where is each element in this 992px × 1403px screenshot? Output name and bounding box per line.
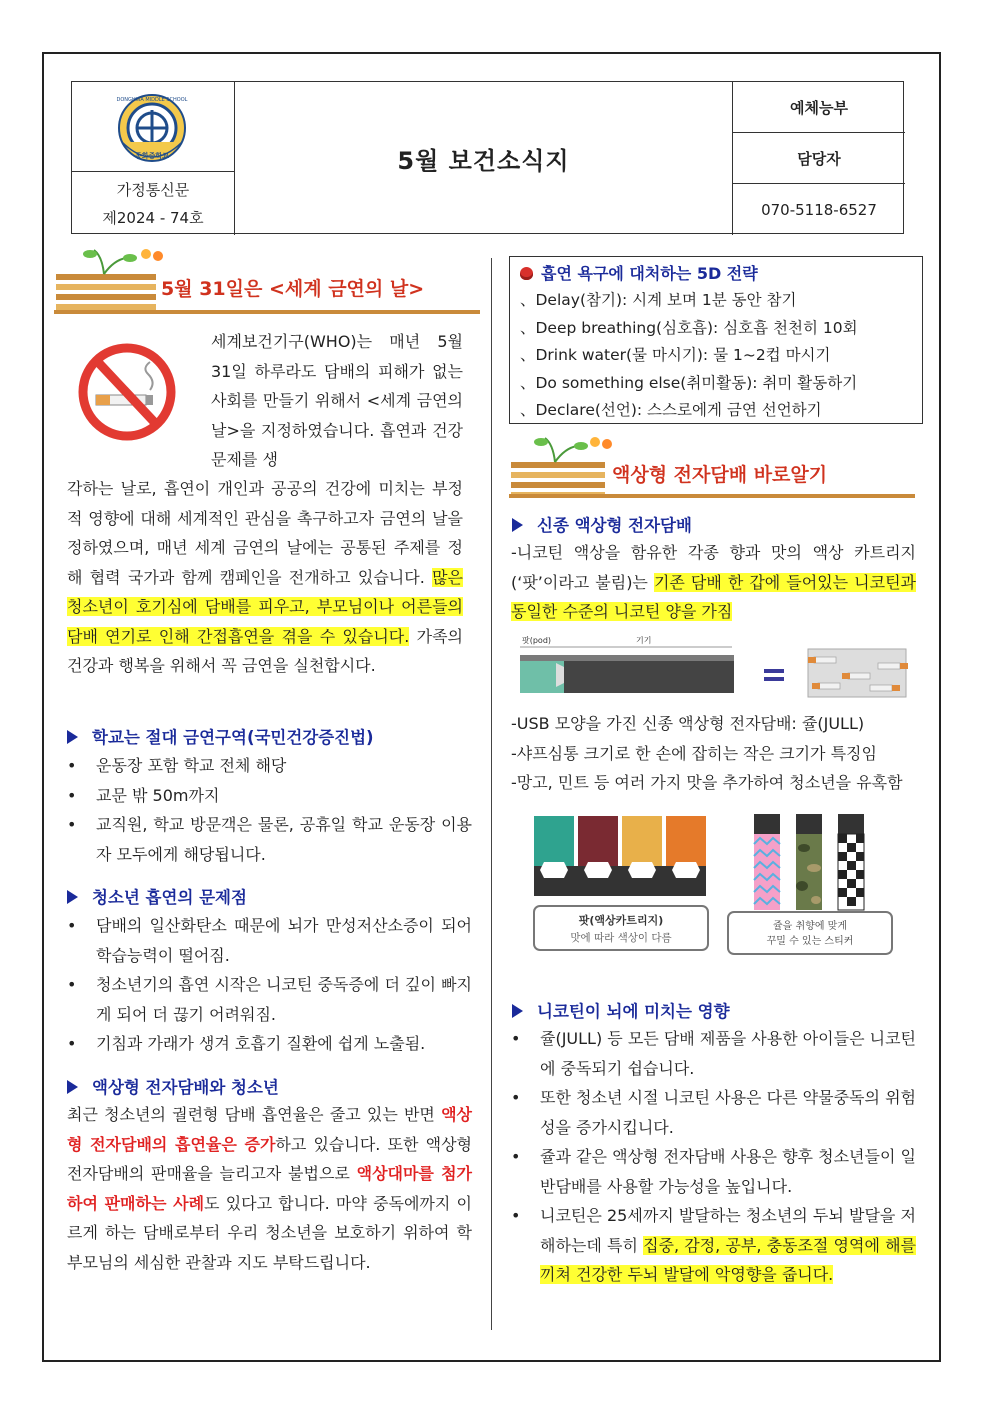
pods-caption-title: 팟(액상카트리지) [578, 914, 664, 927]
list-item: • 쥴과 같은 액상형 전자담배 사용은 향후 청소년들이 일반담배를 사용할 가능성을 높입니다. [511, 1142, 916, 1201]
5d-box-title: 흡연 욕구에 대처하는 5D 전략 [520, 261, 922, 287]
sticker-caption-line2: 꾸밀 수 있는 스티커 [766, 936, 854, 947]
ecig-sticker-illustration [726, 812, 896, 958]
intro-highlight: 많은 청소년이 호기심에 담배를 피우고, 부모님이나 어른들의 담배 연기로 인해 간접흡연을 겪을 수 있습니다. [67, 567, 463, 646]
svg-text:동화중학교: 동화중학교 [135, 152, 169, 160]
triangle-bullet-icon [67, 730, 78, 744]
banner-title-right: 액상형 전자담배 바로알기 [612, 464, 828, 486]
list-teen-smoking [67, 911, 472, 1059]
triangle-bullet-icon [67, 890, 78, 904]
department: 예체능부 [733, 82, 905, 133]
section-teen-smoking: 청소년 흡연의 문제점 [67, 884, 247, 908]
feature-line: -망고, 민트 등 여러 가지 맛을 추가하여 청소년을 유혹함 [511, 773, 903, 792]
svg-text:DONGHWA MIDDLE SCHOOL: DONGHWA MIDDLE SCHOOL [116, 97, 188, 103]
section-nicotine-brain: 니코틴이 뇌에 미치는 영향 [512, 998, 730, 1022]
5d-item: 、Delay(참기): 시계 보며 1분 동안 참기 [520, 291, 797, 309]
issue-number: 제2024 - 74호 [102, 209, 204, 227]
list-item: • 또한 청소년 시절 니코틴 사용은 다른 약물중독의 위험성을 증가시킵니다. [511, 1083, 916, 1142]
pods-caption-sub: 맛에 따라 색상이 다름 [570, 932, 672, 944]
intro-text-b: 가족의 건강과 행복을 위해서 꼭 금연을 실천합시다. [67, 626, 463, 675]
list-item: • 운동장 포함 학교 전체 해당 [67, 751, 472, 781]
sticker-caption-line1: 쥴을 취향에 맞게 [773, 921, 847, 932]
list-item: • 담배의 일산화탄소 때문에 뇌가 만성저산소증이 되어 학습능력이 떨어짐. [67, 911, 472, 970]
no-smoking-icon [78, 340, 176, 444]
feature-line: -USB 모양을 가진 신종 액상형 전자담배: 쥴(JULL) [511, 714, 865, 733]
list-nicotine-brain [511, 1024, 916, 1290]
school-logo [112, 92, 192, 168]
5d-item: 、Do something else(취미활동): 취미 활동하기 [520, 373, 858, 392]
page-title: 5월 보건소식지 [235, 82, 733, 235]
section-school-nosmoking: 학교는 절대 금연구역(국민건강증진법) [67, 724, 374, 748]
triangle-bullet-icon [67, 1080, 78, 1094]
list-item: • 쥴(JULL) 등 모든 담배 제품을 사용한 아이들은 니코틴에 중독되기 쉽습니다. [511, 1024, 916, 1083]
ecig-features [511, 709, 921, 798]
newsletter-header [71, 81, 904, 234]
pod-label: 팟(pod) [522, 636, 552, 645]
intro-paragraph-wrap: 세계보건기구(WHO)는 매년 5월 31일 하루라도 담배의 피해가 없는 사회를 만들기 위해서 <세계 금연의 날>을 지정하였습니다. 흡연과 건강 문제를 생 [211, 332, 463, 469]
5d-item: 、Declare(선언): 스스로에게 금연 선언하기 [520, 401, 822, 419]
list-item: • 교직원, 학교 방문객은 물론, 공휴일 학교 운동장 이용자 모두에게 해당됩니다. [67, 810, 472, 869]
pod-cartridges-illustration [532, 812, 712, 954]
list-school-nosmoking [67, 751, 472, 869]
intro-text-a: 각하는 날로, 흡연이 개인과 공공의 건강에 미치는 부정적 영향에 대해 세계적인 관심을 촉구하고자 금연의 날을 정하였으며, 매년 세계 금연의 날에는 공통된 주제를 정해 협력 국가과 함께 캠페인을 전개하고 있습니다. [67, 479, 463, 587]
list-item: • 기침과 가래가 생겨 호흡기 질환에 쉽게 노출됨. [67, 1029, 472, 1059]
list-item: • 니코틴은 25세까지 발달하는 청소년의 두뇌 발달을 저해하는데 특히 집중, 감정, 공부, 충동조절 영역에 해를 끼쳐 건강한 두뇌 발달에 악영향을 줍니다. [511, 1201, 916, 1290]
flower-icon [520, 267, 533, 280]
contact-label: 담당자 [733, 133, 905, 184]
section-liquid-ecig-teen: 액상형 전자담배와 청소년 [67, 1074, 279, 1098]
new-ecig-paragraph: -니코틴 액상을 함유한 각종 향과 맛의 액상 카트리지(‘팟’이라고 불림)는 기존 담배 한 갑에 들어있는 니코틴과 동일한 수준의 니코틴 양을 가짐 [511, 543, 916, 621]
phone-number: 070-5118-6527 [761, 200, 877, 219]
triangle-bullet-icon [512, 1004, 523, 1018]
triangle-bullet-icon [512, 518, 523, 532]
section-new-liquid-ecig: 신종 액상형 전자담배 [512, 512, 692, 536]
publication-info [72, 172, 235, 235]
logo-cell [72, 82, 235, 172]
5d-strategy-box [509, 256, 923, 424]
5d-item: 、Deep breathing(심호흡): 심호흡 천천히 10회 [520, 318, 858, 337]
device-label: 기기 [636, 636, 652, 645]
list-item: • 교문 밖 50m까지 [67, 781, 472, 811]
5d-item: 、Drink water(물 마시기): 물 1~2컵 마시기 [520, 346, 831, 364]
feature-line: -샤프심통 크기로 한 손에 잡히는 작은 크기가 특징임 [511, 743, 877, 763]
column-divider [491, 258, 492, 1330]
list-item: • 청소년기의 흡연 시작은 니코틴 중독증에 더 깊이 빠지게 되어 더 끊기 어려워짐. [67, 970, 472, 1029]
newsletter-type: 가정통신문 [116, 181, 190, 199]
banner-title-left: 5월 31일은 <세계 금연의 날> [161, 278, 425, 300]
liquid-ecig-paragraph: 최근 청소년의 궐련형 담배 흡연율은 줄고 있는 반면 액상형 전자담배의 흡연율은 증가하고 있습니다. 또한 액상형 전자담배의 판매율을 늘리고자 불법으로 액상대마를 첨가하여 판매하는 사례도 있다고 합니다. 마약 중독에까지 이르게 하는 담배로부터 우리 청소년을 보호하기 위하여 학부모님의 세심한 관찰과 지도 부탁드립니다. [67, 1105, 472, 1272]
intro-paragraph [67, 474, 463, 681]
ecig-device-illustration [518, 633, 916, 705]
